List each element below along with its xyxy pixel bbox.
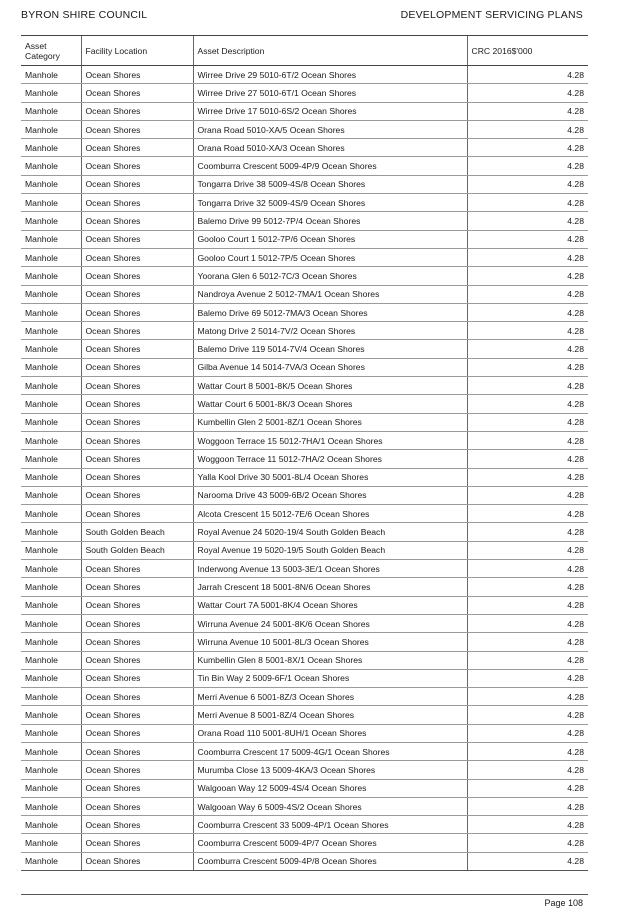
table-row [21,84,588,102]
cell-facility-location: Ocean Shores [81,212,193,230]
cell-asset-category: Manhole [21,248,81,266]
cell-facility-location: Ocean Shores [81,102,193,120]
cell-crc-value: 4.28 [467,230,588,248]
cell-asset-description: Gooloo Court 1 5012-7P/6 Ocean Shores [193,230,467,248]
cell-asset-category: Manhole [21,706,81,724]
column-header-crc: CRC 2016$'000 [467,36,588,66]
cell-asset-description: Wirree Drive 29 5010-6T/2 Ocean Shores [193,66,467,84]
cell-crc-value: 4.28 [467,761,588,779]
cell-asset-category: Manhole [21,596,81,614]
cell-crc-value: 4.28 [467,395,588,413]
table-row [21,212,588,230]
cell-facility-location: Ocean Shores [81,120,193,138]
cell-asset-description: Tongarra Drive 32 5009-4S/9 Ocean Shores [193,194,467,212]
cell-asset-category: Manhole [21,688,81,706]
cell-facility-location: Ocean Shores [81,303,193,321]
table-row [21,431,588,449]
cell-facility-location: Ocean Shores [81,157,193,175]
cell-asset-category: Manhole [21,322,81,340]
cell-asset-description: Coomburra Crescent 5009-4P/8 Ocean Shores [193,852,467,870]
cell-asset-category: Manhole [21,779,81,797]
cell-crc-value: 4.28 [467,212,588,230]
table-header-row [21,36,588,66]
cell-asset-description: Royal Avenue 24 5020-19/4 South Golden Beach [193,523,467,541]
cell-facility-location: Ocean Shores [81,395,193,413]
table-row [21,761,588,779]
cell-asset-description: Coomburra Crescent 17 5009-4G/1 Ocean Shores [193,742,467,760]
cell-facility-location: South Golden Beach [81,541,193,559]
footer-divider [21,894,588,895]
cell-facility-location: Ocean Shores [81,560,193,578]
cell-asset-category: Manhole [21,285,81,303]
table-row [21,194,588,212]
cell-asset-category: Manhole [21,212,81,230]
cell-crc-value: 4.28 [467,486,588,504]
cell-crc-value: 4.28 [467,285,588,303]
cell-asset-description: Merri Avenue 8 5001-8Z/4 Ocean Shores [193,706,467,724]
cell-crc-value: 4.28 [467,340,588,358]
cell-asset-category: Manhole [21,157,81,175]
table-row [21,852,588,870]
cell-asset-description: Inderwong Avenue 13 5003-3E/1 Ocean Shores [193,560,467,578]
table-row [21,797,588,815]
table-row [21,102,588,120]
table-row [21,285,588,303]
cell-facility-location: Ocean Shores [81,669,193,687]
cell-crc-value: 4.28 [467,688,588,706]
table-row [21,596,588,614]
cell-asset-category: Manhole [21,614,81,632]
cell-facility-location: Ocean Shores [81,578,193,596]
cell-asset-category: Manhole [21,523,81,541]
cell-crc-value: 4.28 [467,651,588,669]
cell-asset-category: Manhole [21,578,81,596]
cell-asset-description: Murumba Close 13 5009-4KA/3 Ocean Shores [193,761,467,779]
cell-asset-category: Manhole [21,431,81,449]
cell-asset-description: Nandroya Avenue 2 5012-7MA/1 Ocean Shores [193,285,467,303]
cell-facility-location: Ocean Shores [81,248,193,266]
cell-asset-description: Walgooan Way 6 5009-4S/2 Ocean Shores [193,797,467,815]
table-row [21,724,588,742]
cell-asset-category: Manhole [21,450,81,468]
cell-asset-category: Manhole [21,120,81,138]
cell-asset-description: Royal Avenue 19 5020-19/5 South Golden Beach [193,541,467,559]
cell-facility-location: Ocean Shores [81,450,193,468]
cell-asset-category: Manhole [21,139,81,157]
cell-crc-value: 4.28 [467,468,588,486]
cell-asset-category: Manhole [21,468,81,486]
cell-facility-location: Ocean Shores [81,505,193,523]
cell-facility-location: Ocean Shores [81,267,193,285]
cell-crc-value: 4.28 [467,614,588,632]
cell-asset-description: Gooloo Court 1 5012-7P/5 Ocean Shores [193,248,467,266]
cell-asset-description: Wattar Court 7A 5001-8K/4 Ocean Shores [193,596,467,614]
cell-crc-value: 4.28 [467,157,588,175]
cell-asset-description: Gilba Avenue 14 5014-7VA/3 Ocean Shores [193,358,467,376]
cell-asset-category: Manhole [21,852,81,870]
table-row [21,706,588,724]
cell-asset-description: Alcota Crescent 15 5012-7E/6 Ocean Shores [193,505,467,523]
cell-asset-description: Wirruna Avenue 10 5001-8L/3 Ocean Shores [193,633,467,651]
cell-asset-category: Manhole [21,669,81,687]
cell-crc-value: 4.28 [467,706,588,724]
cell-crc-value: 4.28 [467,267,588,285]
table-row [21,139,588,157]
cell-crc-value: 4.28 [467,779,588,797]
table-row [21,523,588,541]
cell-asset-category: Manhole [21,797,81,815]
cell-asset-description: Coomburra Crescent 33 5009-4P/1 Ocean Shores [193,816,467,834]
page-number: Page 108 [544,898,583,908]
cell-asset-category: Manhole [21,175,81,193]
cell-asset-category: Manhole [21,102,81,120]
table-row [21,578,588,596]
cell-facility-location: Ocean Shores [81,377,193,395]
cell-facility-location: Ocean Shores [81,194,193,212]
cell-asset-description: Yalla Kool Drive 30 5001-8L/4 Ocean Shores [193,468,467,486]
cell-asset-category: Manhole [21,267,81,285]
cell-crc-value: 4.28 [467,102,588,120]
cell-asset-description: Wattar Court 6 5001-8K/3 Ocean Shores [193,395,467,413]
cell-crc-value: 4.28 [467,523,588,541]
cell-asset-category: Manhole [21,395,81,413]
cell-asset-description: Kumbellin Glen 2 5001-8Z/1 Ocean Shores [193,413,467,431]
cell-asset-description: Orana Road 110 5001-8UH/1 Ocean Shores [193,724,467,742]
cell-crc-value: 4.28 [467,742,588,760]
table-row [21,633,588,651]
cell-crc-value: 4.28 [467,852,588,870]
cell-facility-location: Ocean Shores [81,852,193,870]
cell-asset-description: Narooma Drive 43 5009-6B/2 Ocean Shores [193,486,467,504]
cell-facility-location: Ocean Shores [81,596,193,614]
table-row [21,614,588,632]
cell-crc-value: 4.28 [467,560,588,578]
cell-asset-description: Balemo Drive 69 5012-7MA/3 Ocean Shores [193,303,467,321]
cell-asset-description: Balemo Drive 99 5012-7P/4 Ocean Shores [193,212,467,230]
cell-asset-description: Wirruna Avenue 24 5001-8K/6 Ocean Shores [193,614,467,632]
cell-asset-description: Walgooan Way 12 5009-4S/4 Ocean Shores [193,779,467,797]
cell-facility-location: Ocean Shores [81,230,193,248]
cell-crc-value: 4.28 [467,413,588,431]
cell-facility-location: Ocean Shores [81,706,193,724]
cell-asset-category: Manhole [21,742,81,760]
cell-asset-category: Manhole [21,486,81,504]
cell-crc-value: 4.28 [467,596,588,614]
cell-facility-location: Ocean Shores [81,358,193,376]
cell-asset-category: Manhole [21,413,81,431]
table-row [21,834,588,852]
cell-facility-location: Ocean Shores [81,340,193,358]
cell-facility-location: Ocean Shores [81,761,193,779]
cell-asset-category: Manhole [21,505,81,523]
cell-crc-value: 4.28 [467,303,588,321]
cell-asset-category: Manhole [21,66,81,84]
table-body [21,66,588,871]
cell-crc-value: 4.28 [467,724,588,742]
table-row [21,322,588,340]
cell-facility-location: Ocean Shores [81,688,193,706]
cell-facility-location: Ocean Shores [81,322,193,340]
cell-asset-category: Manhole [21,834,81,852]
cell-facility-location: Ocean Shores [81,139,193,157]
cell-asset-description: Tongarra Drive 38 5009-4S/8 Ocean Shores [193,175,467,193]
cell-asset-category: Manhole [21,377,81,395]
cell-facility-location: Ocean Shores [81,66,193,84]
cell-asset-category: Manhole [21,194,81,212]
cell-asset-description: Coomburra Crescent 5009-4P/9 Ocean Shores [193,157,467,175]
table-row [21,267,588,285]
table-row [21,560,588,578]
cell-crc-value: 4.28 [467,66,588,84]
column-header-asset-category: Asset Category [21,36,81,66]
cell-asset-description: Woggoon Terrace 15 5012-7HA/1 Ocean Shores [193,431,467,449]
cell-asset-category: Manhole [21,816,81,834]
cell-asset-category: Manhole [21,541,81,559]
table-row [21,248,588,266]
cell-crc-value: 4.28 [467,431,588,449]
table-row [21,303,588,321]
cell-crc-value: 4.28 [467,139,588,157]
cell-asset-category: Manhole [21,303,81,321]
cell-facility-location: Ocean Shores [81,834,193,852]
cell-facility-location: Ocean Shores [81,84,193,102]
table-row [21,779,588,797]
table-row [21,669,588,687]
cell-asset-description: Coomburra Crescent 5009-4P/7 Ocean Shores [193,834,467,852]
table-row [21,230,588,248]
cell-facility-location: South Golden Beach [81,523,193,541]
table-row [21,816,588,834]
cell-asset-category: Manhole [21,84,81,102]
table-row [21,377,588,395]
table-row [21,486,588,504]
cell-asset-category: Manhole [21,340,81,358]
cell-facility-location: Ocean Shores [81,742,193,760]
cell-facility-location: Ocean Shores [81,651,193,669]
cell-asset-category: Manhole [21,724,81,742]
table-row [21,450,588,468]
cell-asset-description: Tin Bin Way 2 5009-6F/1 Ocean Shores [193,669,467,687]
table-row [21,358,588,376]
cell-crc-value: 4.28 [467,541,588,559]
cell-crc-value: 4.28 [467,578,588,596]
cell-crc-value: 4.28 [467,633,588,651]
cell-facility-location: Ocean Shores [81,633,193,651]
cell-crc-value: 4.28 [467,450,588,468]
cell-crc-value: 4.28 [467,194,588,212]
cell-crc-value: 4.28 [467,834,588,852]
cell-facility-location: Ocean Shores [81,486,193,504]
table-row [21,157,588,175]
cell-asset-category: Manhole [21,560,81,578]
asset-table [21,35,588,871]
cell-facility-location: Ocean Shores [81,724,193,742]
cell-asset-description: Jarrah Crescent 18 5001-8N/6 Ocean Shores [193,578,467,596]
cell-facility-location: Ocean Shores [81,779,193,797]
cell-facility-location: Ocean Shores [81,816,193,834]
cell-asset-description: Wattar Court 8 5001-8K/5 Ocean Shores [193,377,467,395]
cell-crc-value: 4.28 [467,797,588,815]
table-row [21,395,588,413]
cell-facility-location: Ocean Shores [81,797,193,815]
cell-asset-category: Manhole [21,651,81,669]
cell-asset-description: Kumbellin Glen 8 5001-8X/1 Ocean Shores [193,651,467,669]
cell-asset-description: Yoorana Glen 6 5012-7C/3 Ocean Shores [193,267,467,285]
cell-crc-value: 4.28 [467,322,588,340]
cell-facility-location: Ocean Shores [81,285,193,303]
council-name: BYRON SHIRE COUNCIL [21,9,148,21]
cell-crc-value: 4.28 [467,84,588,102]
cell-crc-value: 4.28 [467,505,588,523]
cell-crc-value: 4.28 [467,175,588,193]
cell-facility-location: Ocean Shores [81,413,193,431]
document-title: DEVELOPMENT SERVICING PLANS [400,9,583,21]
table-row [21,66,588,84]
column-header-facility-location: Facility Location [81,36,193,66]
table-row [21,468,588,486]
table-row [21,505,588,523]
cell-facility-location: Ocean Shores [81,431,193,449]
cell-asset-description: Wirree Drive 27 5010-6T/1 Ocean Shores [193,84,467,102]
cell-asset-category: Manhole [21,230,81,248]
cell-crc-value: 4.28 [467,377,588,395]
cell-facility-location: Ocean Shores [81,175,193,193]
cell-asset-description: Merri Avenue 6 5001-8Z/3 Ocean Shores [193,688,467,706]
cell-asset-category: Manhole [21,633,81,651]
table-row [21,120,588,138]
table-row [21,742,588,760]
cell-facility-location: Ocean Shores [81,468,193,486]
table-row [21,340,588,358]
cell-asset-description: Balemo Drive 119 5014-7V/4 Ocean Shores [193,340,467,358]
cell-crc-value: 4.28 [467,248,588,266]
table-row [21,541,588,559]
table-row [21,688,588,706]
cell-asset-description: Orana Road 5010-XA/3 Ocean Shores [193,139,467,157]
cell-asset-description: Matong Drive 2 5014-7V/2 Ocean Shores [193,322,467,340]
table-row [21,413,588,431]
cell-asset-category: Manhole [21,358,81,376]
cell-asset-description: Orana Road 5010-XA/5 Ocean Shores [193,120,467,138]
table-row [21,175,588,193]
cell-asset-description: Woggoon Terrace 11 5012-7HA/2 Ocean Shores [193,450,467,468]
cell-facility-location: Ocean Shores [81,614,193,632]
table-row [21,651,588,669]
cell-crc-value: 4.28 [467,816,588,834]
cell-crc-value: 4.28 [467,358,588,376]
cell-asset-category: Manhole [21,761,81,779]
cell-crc-value: 4.28 [467,669,588,687]
cell-asset-description: Wirree Drive 17 5010-6S/2 Ocean Shores [193,102,467,120]
cell-crc-value: 4.28 [467,120,588,138]
column-header-asset-description: Asset Description [193,36,467,66]
